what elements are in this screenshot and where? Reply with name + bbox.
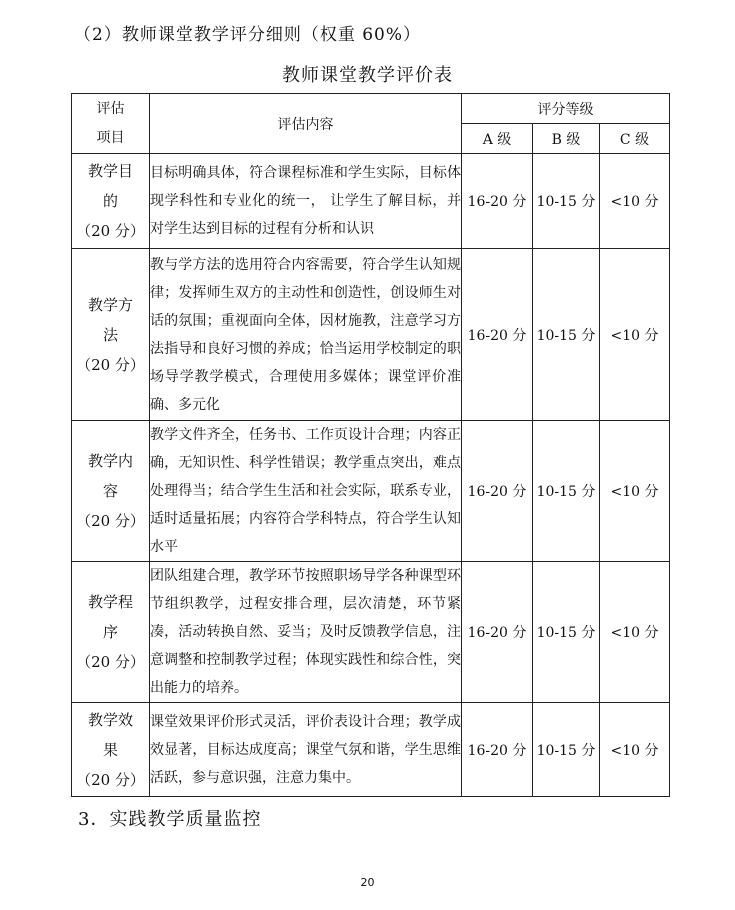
row-item-line: 教学程 <box>87 593 133 611</box>
table-row <box>72 249 670 421</box>
evaluation-table <box>71 93 670 797</box>
row-score-a: 16-20 分 <box>462 421 533 562</box>
row-item-line: （20 分） <box>76 653 145 671</box>
row-score-c: <10 分 <box>600 421 670 562</box>
row-score-a: 16-20 分 <box>462 703 533 797</box>
header-item <box>72 94 150 154</box>
row-content: 教与学方法的选用符合内容需要，符合学生认知规律；发挥师生双方的主动性和创造性，创设师生对话的氛围；重视面向全体，因材施教，注意学习方法指导和良好习惯的养成；恰当运用学校制定的职场导学教学模式，合理使用多媒体；课堂评价准确、多元化 <box>150 249 462 421</box>
row-content: 目标明确具体，符合课程标准和学生实际，目标体现学科性和专业化的统一， 让学生了解目标，并对学生达到目标的过程有分析和认识 <box>150 154 462 249</box>
row-score-c: <10 分 <box>600 154 670 249</box>
header-grade: 评分等级 <box>462 94 670 124</box>
row-score-c: <10 分 <box>600 562 670 703</box>
row-item-line: （20 分） <box>76 770 145 789</box>
row-item-line: 法 <box>102 325 118 344</box>
header-content: 评估内容 <box>150 94 462 154</box>
row-item-line: 容 <box>102 482 118 500</box>
row-item <box>72 562 150 703</box>
row-score-b: 10-15 分 <box>533 421 600 562</box>
row-item-line: 教学目 <box>87 162 133 180</box>
row-item-line: （20 分） <box>76 222 145 240</box>
row-item-line: 序 <box>102 623 118 641</box>
row-item-line: 教学方 <box>87 295 133 314</box>
row-item-line: 果 <box>102 740 118 759</box>
row-item <box>72 421 150 562</box>
next-section-heading: 3．实践教学质量监控 <box>78 809 262 830</box>
table-row <box>72 562 670 703</box>
section-heading: （2）教师课堂教学评分细则（权重 60%） <box>74 25 422 45</box>
row-score-a: 16-20 分 <box>462 154 533 249</box>
row-score-a: 16-20 分 <box>462 249 533 421</box>
row-score-b: 10-15 分 <box>533 703 600 797</box>
row-score-c: <10 分 <box>600 249 670 421</box>
row-content: 团队组建合理，教学环节按照职场导学各种课型环节组织教学，过程安排合理，层次清楚，环节紧凑，活动转换自然、妥当；及时反馈教学信息，注意调整和控制教学过程；体现实践性和综合性，突出能力的培养。 <box>150 562 462 703</box>
row-item-line: 教学内 <box>87 452 133 470</box>
row-content: 课堂效果评价形式灵活，评价表设计合理；教学成效显著，目标达成度高；课堂气氛和谐，学生思维活跃，参与意识强，注意力集中。 <box>150 703 462 797</box>
row-item <box>72 249 150 421</box>
row-score-a: 16-20 分 <box>462 562 533 703</box>
row-item-line: （20 分） <box>76 355 145 374</box>
row-item-line: 教学效 <box>87 710 133 729</box>
row-score-b: 10-15 分 <box>533 154 600 249</box>
header-level-c: C 级 <box>600 124 670 154</box>
row-score-b: 10-15 分 <box>533 562 600 703</box>
table-row <box>72 421 670 562</box>
row-item <box>72 154 150 249</box>
row-item-line: （20 分） <box>76 512 145 530</box>
row-score-b: 10-15 分 <box>533 249 600 421</box>
table-row <box>72 154 670 249</box>
header-item-line1: 评估 <box>96 100 125 117</box>
page-number: 20 <box>360 876 375 889</box>
row-item-line: 的 <box>102 192 118 210</box>
header-item-line2: 项目 <box>96 129 125 146</box>
header-level-a: A 级 <box>462 124 533 154</box>
table-title: 教师课堂教学评价表 <box>282 65 453 86</box>
table-row <box>72 703 670 797</box>
row-score-c: <10 分 <box>600 703 670 797</box>
header-level-b: B 级 <box>533 124 600 154</box>
row-item <box>72 703 150 797</box>
row-content: 教学文件齐全，任务书、工作页设计合理；内容正确，无知识性、科学性错误；教学重点突出，难点处理得当；结合学生生活和社会实际，联系专业，适时适量拓展；内容符合学科特点，符合学生认知水平 <box>150 421 462 562</box>
